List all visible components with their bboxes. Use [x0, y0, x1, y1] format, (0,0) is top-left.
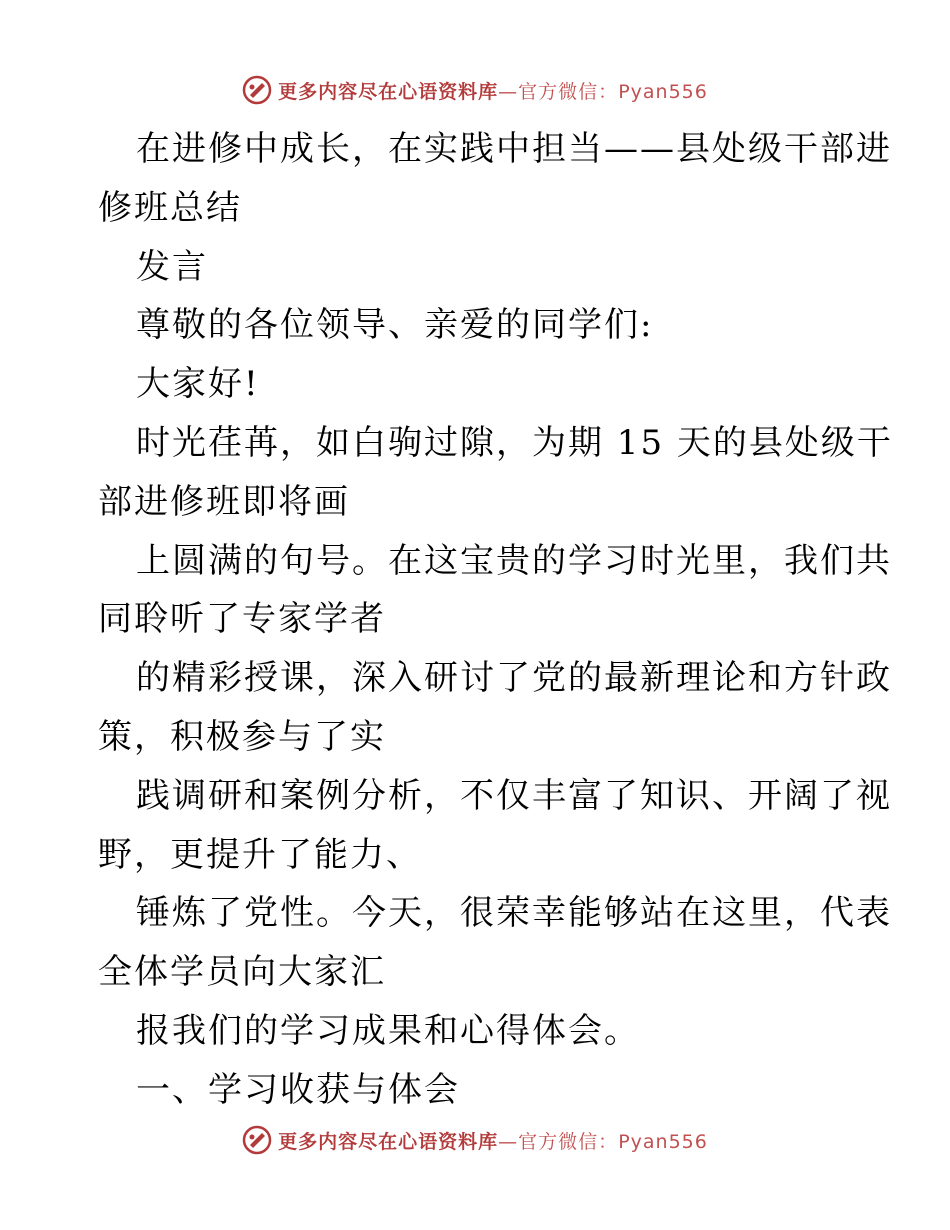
watermark-text: 更多内容尽在心语资料库—官方微信：Pyan556 [278, 80, 708, 103]
paragraph-line: 同聆听了专家学者 [98, 599, 386, 640]
paragraph-line: 的精彩授课，深入研讨了党的最新理论和方针政 [136, 658, 892, 699]
paragraph-line: 报我们的学习成果和心得体会。 [136, 1010, 640, 1051]
paragraph-line: 策，积极参与了实 [98, 716, 386, 757]
greeting-line: 大家好! [136, 364, 260, 405]
salutation-line: 尊敬的各位领导、亲爱的同学们: [136, 305, 654, 346]
brand-logo-icon [242, 1125, 272, 1155]
paragraph-line: 时光荏苒，如白驹过隙，为期 15 天的县处级干 [136, 422, 893, 463]
header-watermark [0, 72, 950, 108]
paragraph-line: 在进修中成长，在实践中担当——县处级干部进 [136, 129, 892, 169]
paragraph-line: 修班总结 [98, 187, 242, 228]
paragraph-line: 部进修班即将画 [98, 481, 350, 522]
paragraph-line: 全体学员向大家汇 [98, 952, 386, 993]
watermark-text: 更多内容尽在心语资料库—官方微信：Pyan556 [278, 1130, 708, 1153]
footer-watermark [0, 1122, 950, 1158]
section-heading: 一、学习收获与体会 [136, 1069, 460, 1110]
document-body [98, 120, 893, 1120]
paragraph-line: 上圆满的句号。在这宝贵的学习时光里，我们共 [136, 540, 892, 581]
paragraph-line: 野，更提升了能力、 [98, 834, 422, 875]
brand-logo-icon [242, 75, 272, 105]
paragraph-line: 锤炼了党性。今天，很荣幸能够站在这里，代表 [136, 893, 892, 934]
paragraph-line: 践调研和案例分析，不仅丰富了知识、开阔了视 [136, 775, 892, 816]
paragraph-line: 发言 [136, 246, 208, 287]
